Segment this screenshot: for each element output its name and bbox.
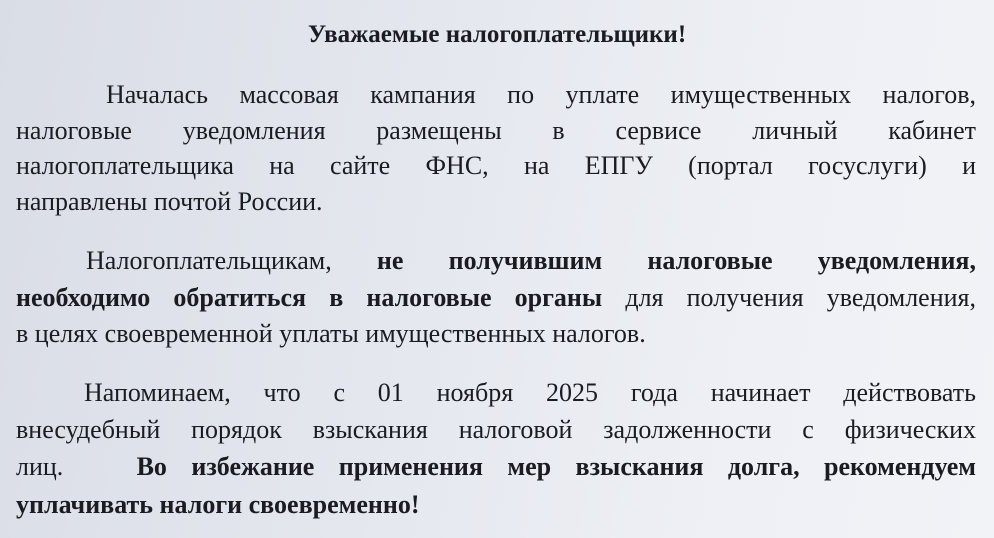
notice-title: Уважаемые налогоплательщики! [307, 21, 687, 48]
p2-line-2 [16, 282, 976, 314]
p1-line-1: Началась массовая кампания по уплате имущественных налогов, [106, 80, 976, 109]
p3-line-3-bold: Во избежание применения мер взыскания долга, рекомендуем [136, 452, 977, 481]
p2-line-3: в целях своевременной уплаты имущественных налогов. [16, 319, 646, 348]
p2-line-1-regular: Налогоплательщикам, [86, 246, 332, 275]
p3-line-2: внесудебный порядок взыскания налоговой задолженности с физических [16, 415, 976, 444]
p1-line-4: направлены почтой России. [16, 187, 323, 216]
p3-line-3 [16, 451, 976, 483]
p2-line-1 [16, 245, 976, 277]
p1-line-3: налогоплательщика на сайте ФНС, на ЕПГУ (портал госуслуги) и [16, 151, 976, 180]
p2-line-2-regular: для получения уведомления, [625, 283, 977, 312]
p1-line-2: налоговые уведомления размещены в сервисе личный кабинет [16, 116, 976, 145]
p3-line-1: Напоминаем, что с 01 ноября 2025 года начинает действовать [84, 378, 976, 407]
p2-line-2-bold: необходимо обратиться в налоговые органы [16, 283, 603, 312]
p2-line-1-bold: не получившим налоговые уведомления, [376, 246, 976, 275]
p3-line-4: уплачивать налоги своевременно! [16, 490, 420, 519]
p3-line-3-regular: лиц. [16, 452, 64, 481]
